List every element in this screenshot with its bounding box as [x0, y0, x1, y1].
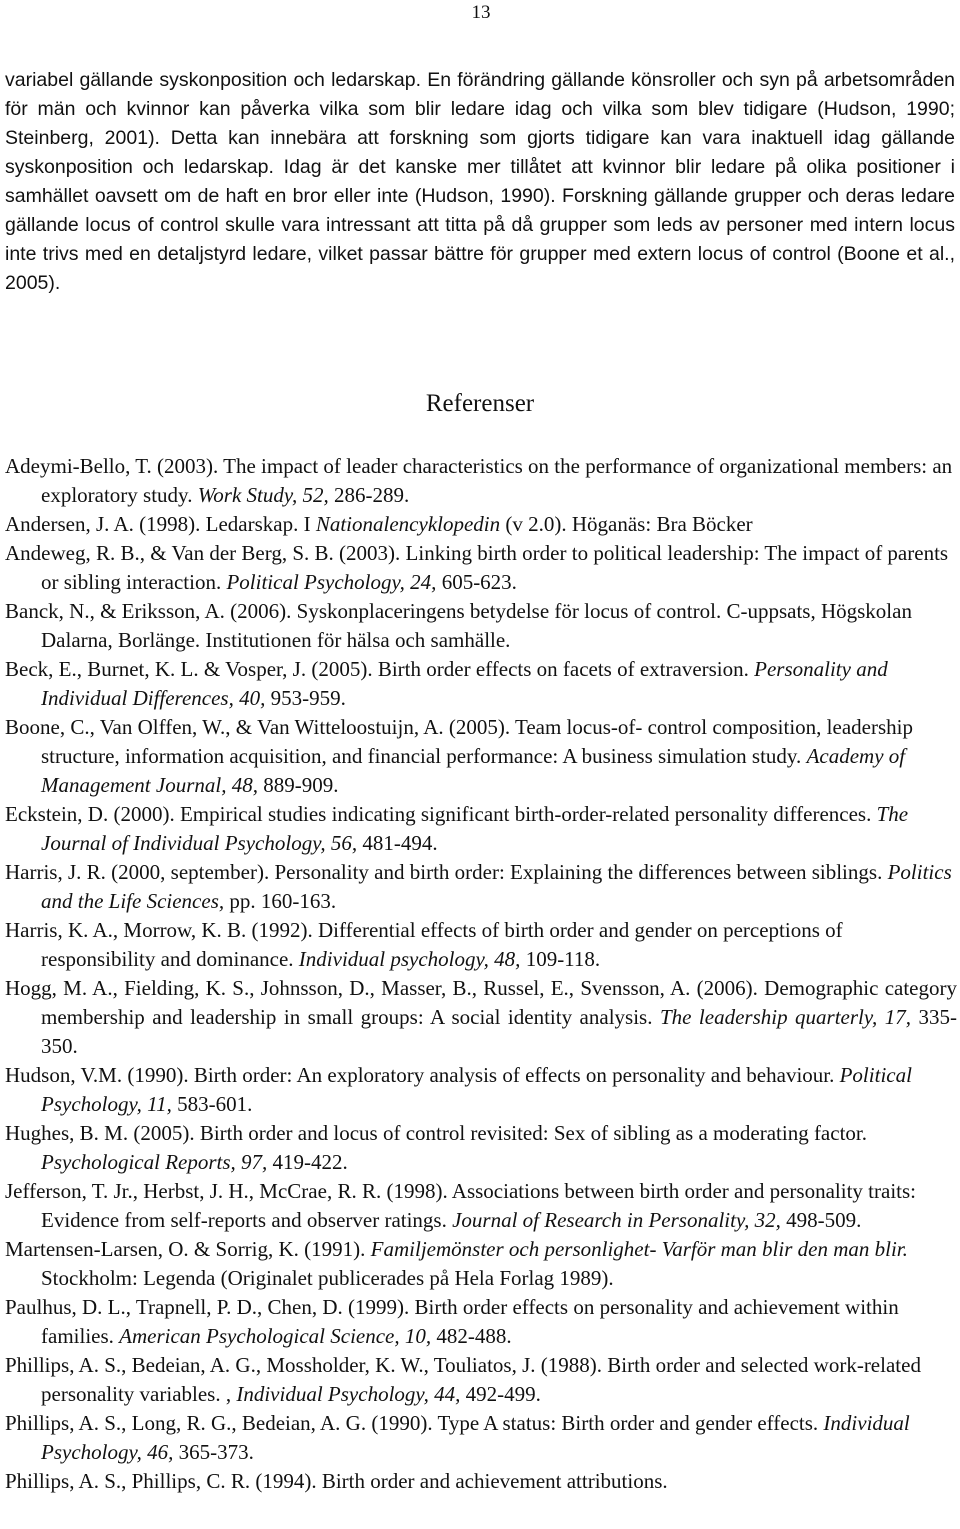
reference-item [5, 1177, 957, 1235]
reference-text: Beck, E., Burnet, K. L. & Vosper, J. (2005). Birth order effects on facets of extraversion. [5, 657, 755, 681]
reference-pages: 498-509. [780, 1208, 862, 1232]
reference-source: Political Psychology, 24, [226, 570, 437, 594]
reference-text: Harris, J. R. (2000, september). Personality and birth order: Explaining the differences between siblings. [5, 860, 888, 884]
reference-list [5, 452, 957, 1496]
reference-item [5, 452, 957, 510]
reference-source: Personality and Individual Differences, 40, [41, 657, 888, 710]
reference-pages: 605-623. [436, 570, 517, 594]
reference-text: Martensen-Larsen, O. & Sorrig, K. (1991). [5, 1237, 371, 1261]
reference-pages: 953-959. [265, 686, 346, 710]
reference-item [5, 974, 957, 1061]
reference-text: Jefferson, T. Jr., Herbst, J. H., McCrae, R. R. (1998). Associations between birth order and personality traits: Evidence from self-reports and observer ratings. [5, 1179, 916, 1232]
reference-pages: pp. 160-163. [224, 889, 337, 913]
reference-source: Individual Psychology, 46, [41, 1411, 910, 1464]
reference-item [5, 510, 957, 539]
reference-text: Andeweg, R. B., & Van der Berg, S. B. (2003). Linking birth order to political leadership: The impact of parents or sibling interaction. [5, 541, 949, 594]
reference-item [5, 1467, 957, 1496]
reference-item [5, 1409, 957, 1467]
reference-pages: 583-601. [171, 1092, 253, 1116]
reference-item [5, 1119, 957, 1177]
reference-item [5, 1293, 957, 1351]
reference-item [5, 655, 957, 713]
reference-item [5, 713, 957, 800]
reference-text: Phillips, A. S., Long, R. G., Bedeian, A. G. (1990). Type A status: Birth order and gender effects. [5, 1411, 824, 1435]
reference-item [5, 916, 957, 974]
reference-text: Hughes, B. M. (2005). Birth order and locus of control revisited: Sex of sibling as a moderating factor. [5, 1121, 867, 1145]
reference-pages: (v 2.0). Höganäs: Bra Böcker [500, 512, 753, 536]
reference-pages: 889-909. [257, 773, 339, 797]
reference-source: Nationalencyklopedin [315, 512, 501, 536]
reference-text: Phillips, A. S., Bedeian, A. G., Mossholder, K. W., Touliatos, J. (1988). Birth order and selected work-related personality variables. , [5, 1353, 921, 1406]
reference-item [5, 1235, 957, 1293]
reference-text: Hudson, V.M. (1990). Birth order: An exploratory analysis of effects on personality and behaviour. [5, 1063, 840, 1087]
reference-item [5, 1061, 957, 1119]
reference-text: Andersen, J. A. (1998). Ledarskap. I [5, 512, 316, 536]
body-paragraph: variabel gällande syskonposition och ledarskap. En förändring gällande könsroller och syn på arbetsområden för män och kvinnor kan påverka vilka som blir ledare idag och vilka som blev tidigare (Hudson, 1990; Steinberg, 2001). Detta kan innebära att forskning som gjorts tidigare kan vara inaktuell idag gällande syskonposition och ledarskap. Idag är det kanske mer tillåtet att kvinnor blir ledare på olika positioner i samhället oavsett om de haft en bror eller inte (Hudson, 1990). Forskning gällande grupper och deras ledare gällande locus of control skulle vara intressant att titta på då grupper som leds av personer med intern locus inte trivs med en detaljstyrd ledare, vilket passar bättre för grupper med extern locus of control (Boone et al., 2005). [5, 69, 955, 294]
reference-text: Hogg, M. A., Fielding, K. S., Johnsson, D., Masser, B., Russel, E., Svensson, A. (2006). Demographic category membership and leadership in small groups: A social identity analysis. [5, 976, 957, 1029]
reference-source: American Psychological Science, 10, [119, 1324, 432, 1348]
reference-pages: 481-494. [357, 831, 438, 855]
reference-item [5, 858, 957, 916]
reference-text: Banck, N., & Eriksson, A. (2006). Syskonplaceringens betydelse för locus of control. C-uppsats, Högskolan Dalarna, Borlänge. Institutionen för hälsa och samhälle. [5, 599, 912, 652]
reference-item [5, 597, 957, 655]
reference-source: Individual Psychology, 44, [236, 1382, 461, 1406]
reference-pages: Stockholm: Legenda (Originalet publicerades på Hela Forlag 1989). [41, 1266, 614, 1290]
reference-source: The leadership quarterly, 17, [659, 1005, 912, 1029]
reference-pages: 482-488. [431, 1324, 512, 1348]
reference-pages: 365-373. [173, 1440, 254, 1464]
reference-pages: 109-118. [520, 947, 601, 971]
reference-source: Politics and the Life Sciences, [41, 860, 952, 913]
reference-text: Adeymi-Bello, T. (2003). The impact of leader characteristics on the performance of organizational members: an exploratory study. [5, 454, 953, 507]
page-number: 13 [471, 2, 491, 23]
reference-source: Psychological Reports, 97, [41, 1150, 268, 1174]
reference-text: Eckstein, D. (2000). Empirical studies indicating significant birth-order-related personality differences. [5, 802, 877, 826]
reference-source: Familjemönster och personlighet- Varför man blir den man blir. [370, 1237, 908, 1261]
reference-text: Harris, K. A., Morrow, K. B. (1992). Differential effects of birth order and gender on perceptions of responsibility and dominance. [5, 918, 843, 971]
reference-text: Phillips, A. S., Phillips, C. R. (1994). Birth order and achievement attributions. [5, 1469, 668, 1493]
reference-source: Political Psychology, 11, [41, 1063, 912, 1116]
reference-pages: 419-422. [267, 1150, 348, 1174]
reference-item [5, 800, 957, 858]
reference-text: Boone, C., Van Olffen, W., & Van Witteloostuijn, A. (2005). Team locus-of- control composition, leadership structure, information acquisition, and financial performance: A business simulation study. [5, 715, 913, 768]
reference-source: Journal of Research in Personality, 32, [452, 1208, 781, 1232]
reference-source: Academy of Management Journal, 48, [41, 744, 906, 797]
reference-item [5, 1351, 957, 1409]
reference-pages: 286-289. [328, 483, 410, 507]
references-heading: Referenser [425, 390, 535, 417]
reference-item [5, 539, 957, 597]
reference-text: Paulhus, D. L., Trapnell, P. D., Chen, D. (1999). Birth order effects on personality and achievement within families. [5, 1295, 899, 1348]
reference-source: Work Study, 52, [197, 483, 329, 507]
reference-source: Individual psychology, 48, [298, 947, 521, 971]
reference-pages: 492-499. [460, 1382, 541, 1406]
reference-pages: 335-350. [41, 1005, 958, 1058]
reference-source: The Journal of Individual Psychology, 56, [41, 802, 909, 855]
